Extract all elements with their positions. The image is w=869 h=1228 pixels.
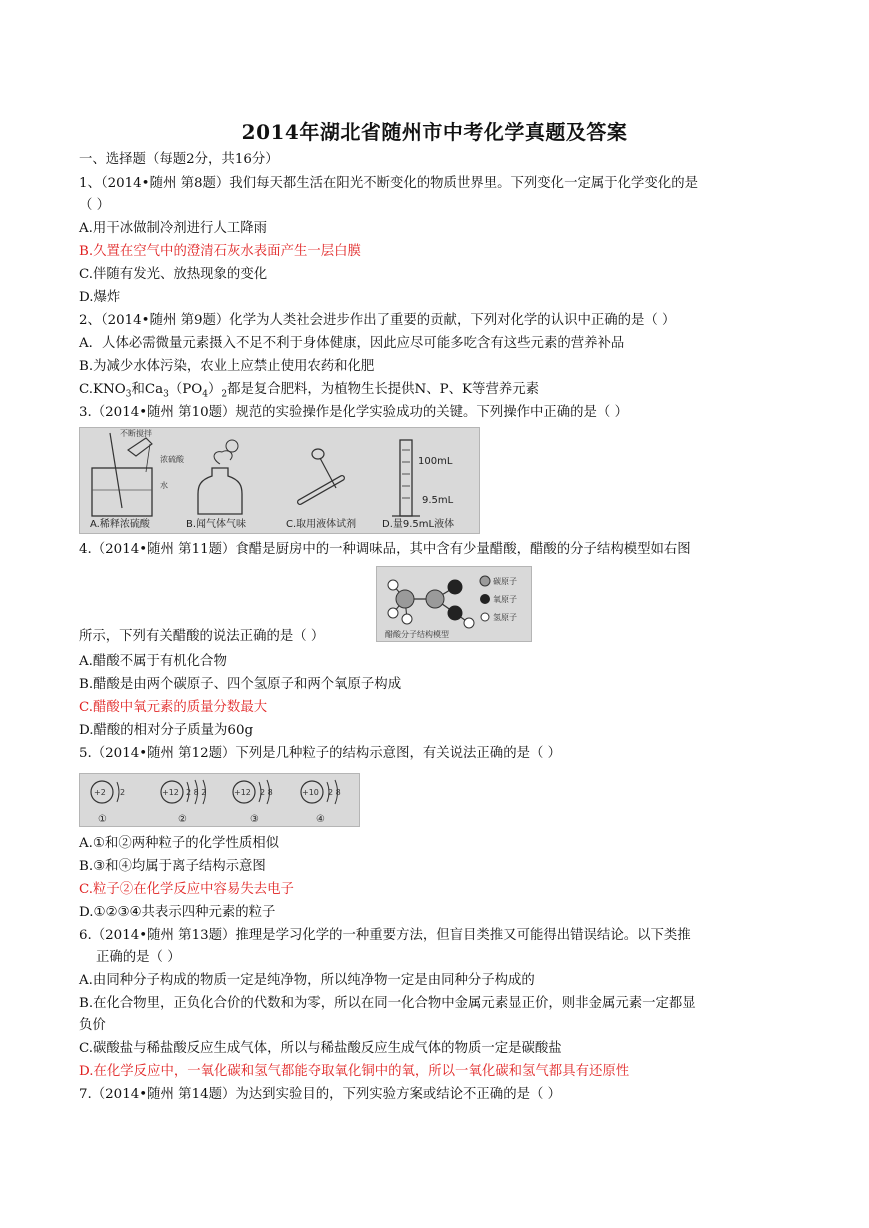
caption-d: D.量9.5mL液体 [382, 519, 455, 530]
q5-option-b: B.③和④均属于离子结构示意图 [79, 859, 266, 874]
q4-option-a: A.醋酸不属于有机化合物 [79, 654, 227, 669]
particle-1 [91, 781, 125, 825]
q1-option-b-answer: B.久置在空气中的澄清石灰水表面产生一层白膜 [79, 244, 361, 259]
q6-option-a: A.由同种分子构成的物质一定是纯净物，所以纯净物一定是由同种分子构成的 [79, 973, 535, 988]
q5-stem: 5.（2014•随州 第12题）下列是几种粒子的结构示意图，有关说法正确的是（ ） [79, 746, 562, 761]
q4-figure-acetic-acid-model [376, 566, 532, 642]
legend-oxygen: 氧原子 [493, 595, 517, 604]
svg-text:2 8 2: 2 8 2 [186, 788, 207, 797]
beaker-illustration [92, 428, 185, 516]
q2-option-b: B.为减少水体污染，农业上应禁止使用农药和化肥 [79, 359, 375, 374]
q5-option-d: D.①②③④共表示四种元素的粒子 [79, 905, 276, 920]
q3-stem: 3.（2014•随州 第10题）规范的实验操作是化学实验成功的关键。下列操作中正确的是（ ） [79, 405, 628, 420]
svg-text:2: 2 [120, 788, 126, 797]
svg-text:①: ① [98, 814, 107, 825]
svg-text:②: ② [178, 814, 187, 825]
q5-option-a: A.①和②两种粒子的化学性质相似 [79, 836, 280, 851]
label-stirring: 不断搅拌 [120, 429, 152, 438]
test-tube-illustration [300, 449, 342, 502]
q1-stem-blank: （ ） [79, 198, 111, 213]
q2-option-c: $C.KNO_3$和$Ca_3(PO_4)_2$都是复合肥料，为植物生长提供N、P、K等营养元素 [79, 382, 540, 400]
q6-stem: 6.（2014•随州 第13题）推理是学习化学的一种重要方法，但盲目类推又可能得出错误结论。以下类推 [79, 928, 691, 943]
particle-2 [161, 780, 206, 825]
page-title: 2014年湖北省随州市中考化学真题及答案 [241, 120, 628, 144]
caption-c: C.取用液体试剂 [286, 519, 357, 530]
molecule-model [388, 580, 474, 628]
svg-text:+12: +12 [162, 788, 179, 797]
q6-option-b: B.在化合物里，正负化合价的代数和为零，所以在同一化合物中金属元素显正价，则非金属元素一定都显 [79, 996, 696, 1011]
label-acid: 浓硫酸 [160, 455, 184, 464]
q1-option-d: D.爆炸 [79, 290, 121, 305]
svg-text:+2: +2 [94, 788, 106, 797]
graduated-cylinder-illustration [392, 440, 454, 516]
molecule-caption: 醋酸分子结构模型 [385, 630, 449, 639]
q6-stem-cont: 正确的是（ ） [96, 950, 181, 965]
cylinder-label-9-5ml: 9.5mL [422, 495, 454, 506]
caption-b: B.闻气体气味 [186, 519, 247, 530]
label-water: 水 [160, 481, 168, 490]
q1-option-a: A.用干冰做制冷剂进行人工降雨 [79, 221, 268, 236]
q6-option-d-answer: D.在化学反应中，一氧化碳和氢气都能夺取氧化铜中的氧，所以一氧化碳和氢气都具有还原性 [79, 1064, 630, 1079]
svg-text:2 8: 2 8 [260, 788, 273, 797]
q5-figure-particle-structures [79, 773, 360, 827]
q4-stem-cont: 所示，下列有关醋酸的说法正确的是（ ） [79, 629, 325, 644]
cylinder-label-100ml: 100mL [418, 456, 453, 467]
gas-bottle-illustration [198, 440, 242, 514]
q4-stem: 4.（2014•随州 第11题）食醋是厨房中的一种调味品，其中含有少量醋酸，醋酸的分子结构模型如右图 [79, 542, 691, 557]
legend-hydrogen: 氢原子 [493, 613, 517, 622]
q7-stem: 7.（2014•随州 第14题）为达到实验目的，下列实验方案或结论不正确的是（ ） [79, 1087, 562, 1102]
q6-option-b-cont: 负价 [79, 1018, 106, 1033]
svg-text:③: ③ [250, 814, 259, 825]
svg-text:+12: +12 [234, 788, 251, 797]
q4-option-d: D.醋酸的相对分子质量为60g [79, 723, 254, 738]
q4-option-b: B.醋酸是由两个碳原子、四个氢原子和两个氧原子构成 [79, 677, 402, 692]
q3-figure-lab-operations [79, 427, 480, 534]
q2-option-a: A．人体必需微量元素摄入不足不利于身体健康，因此应尽可能多吃含有这些元素的营养补品 [79, 336, 625, 351]
svg-text:④: ④ [316, 814, 325, 825]
molecule-legend [480, 576, 517, 622]
q1-stem: 1、（2014•随州 第8题）我们每天都生活在阳光不断变化的物质世界里。下列变化一定属于化学变化的是 [79, 176, 698, 191]
caption-a: A.稀释浓硫酸 [90, 519, 150, 530]
svg-text:2 8: 2 8 [328, 788, 341, 797]
q5-option-c-answer: C.粒子②在化学反应中容易失去电子 [79, 882, 294, 897]
section-heading: 一、选择题（每题2分，共16分） [79, 152, 279, 167]
q4-option-c-answer: C.醋酸中氧元素的质量分数最大 [79, 700, 268, 715]
q2-stem: 2、（2014•随州 第9题）化学为人类社会进步作出了重要的贡献，下列对化学的认识中正确的是（ ） [79, 313, 676, 328]
svg-text:+10: +10 [302, 788, 319, 797]
legend-carbon: 碳原子 [493, 577, 517, 586]
q6-option-c: C.碳酸盐与稀盐酸反应生成气体，所以与稀盐酸反应生成气体的物质一定是碳酸盐 [79, 1041, 562, 1056]
particle-3 [233, 780, 273, 825]
particle-4 [301, 780, 341, 825]
q1-option-c: C.伴随有发光、放热现象的变化 [79, 267, 268, 282]
